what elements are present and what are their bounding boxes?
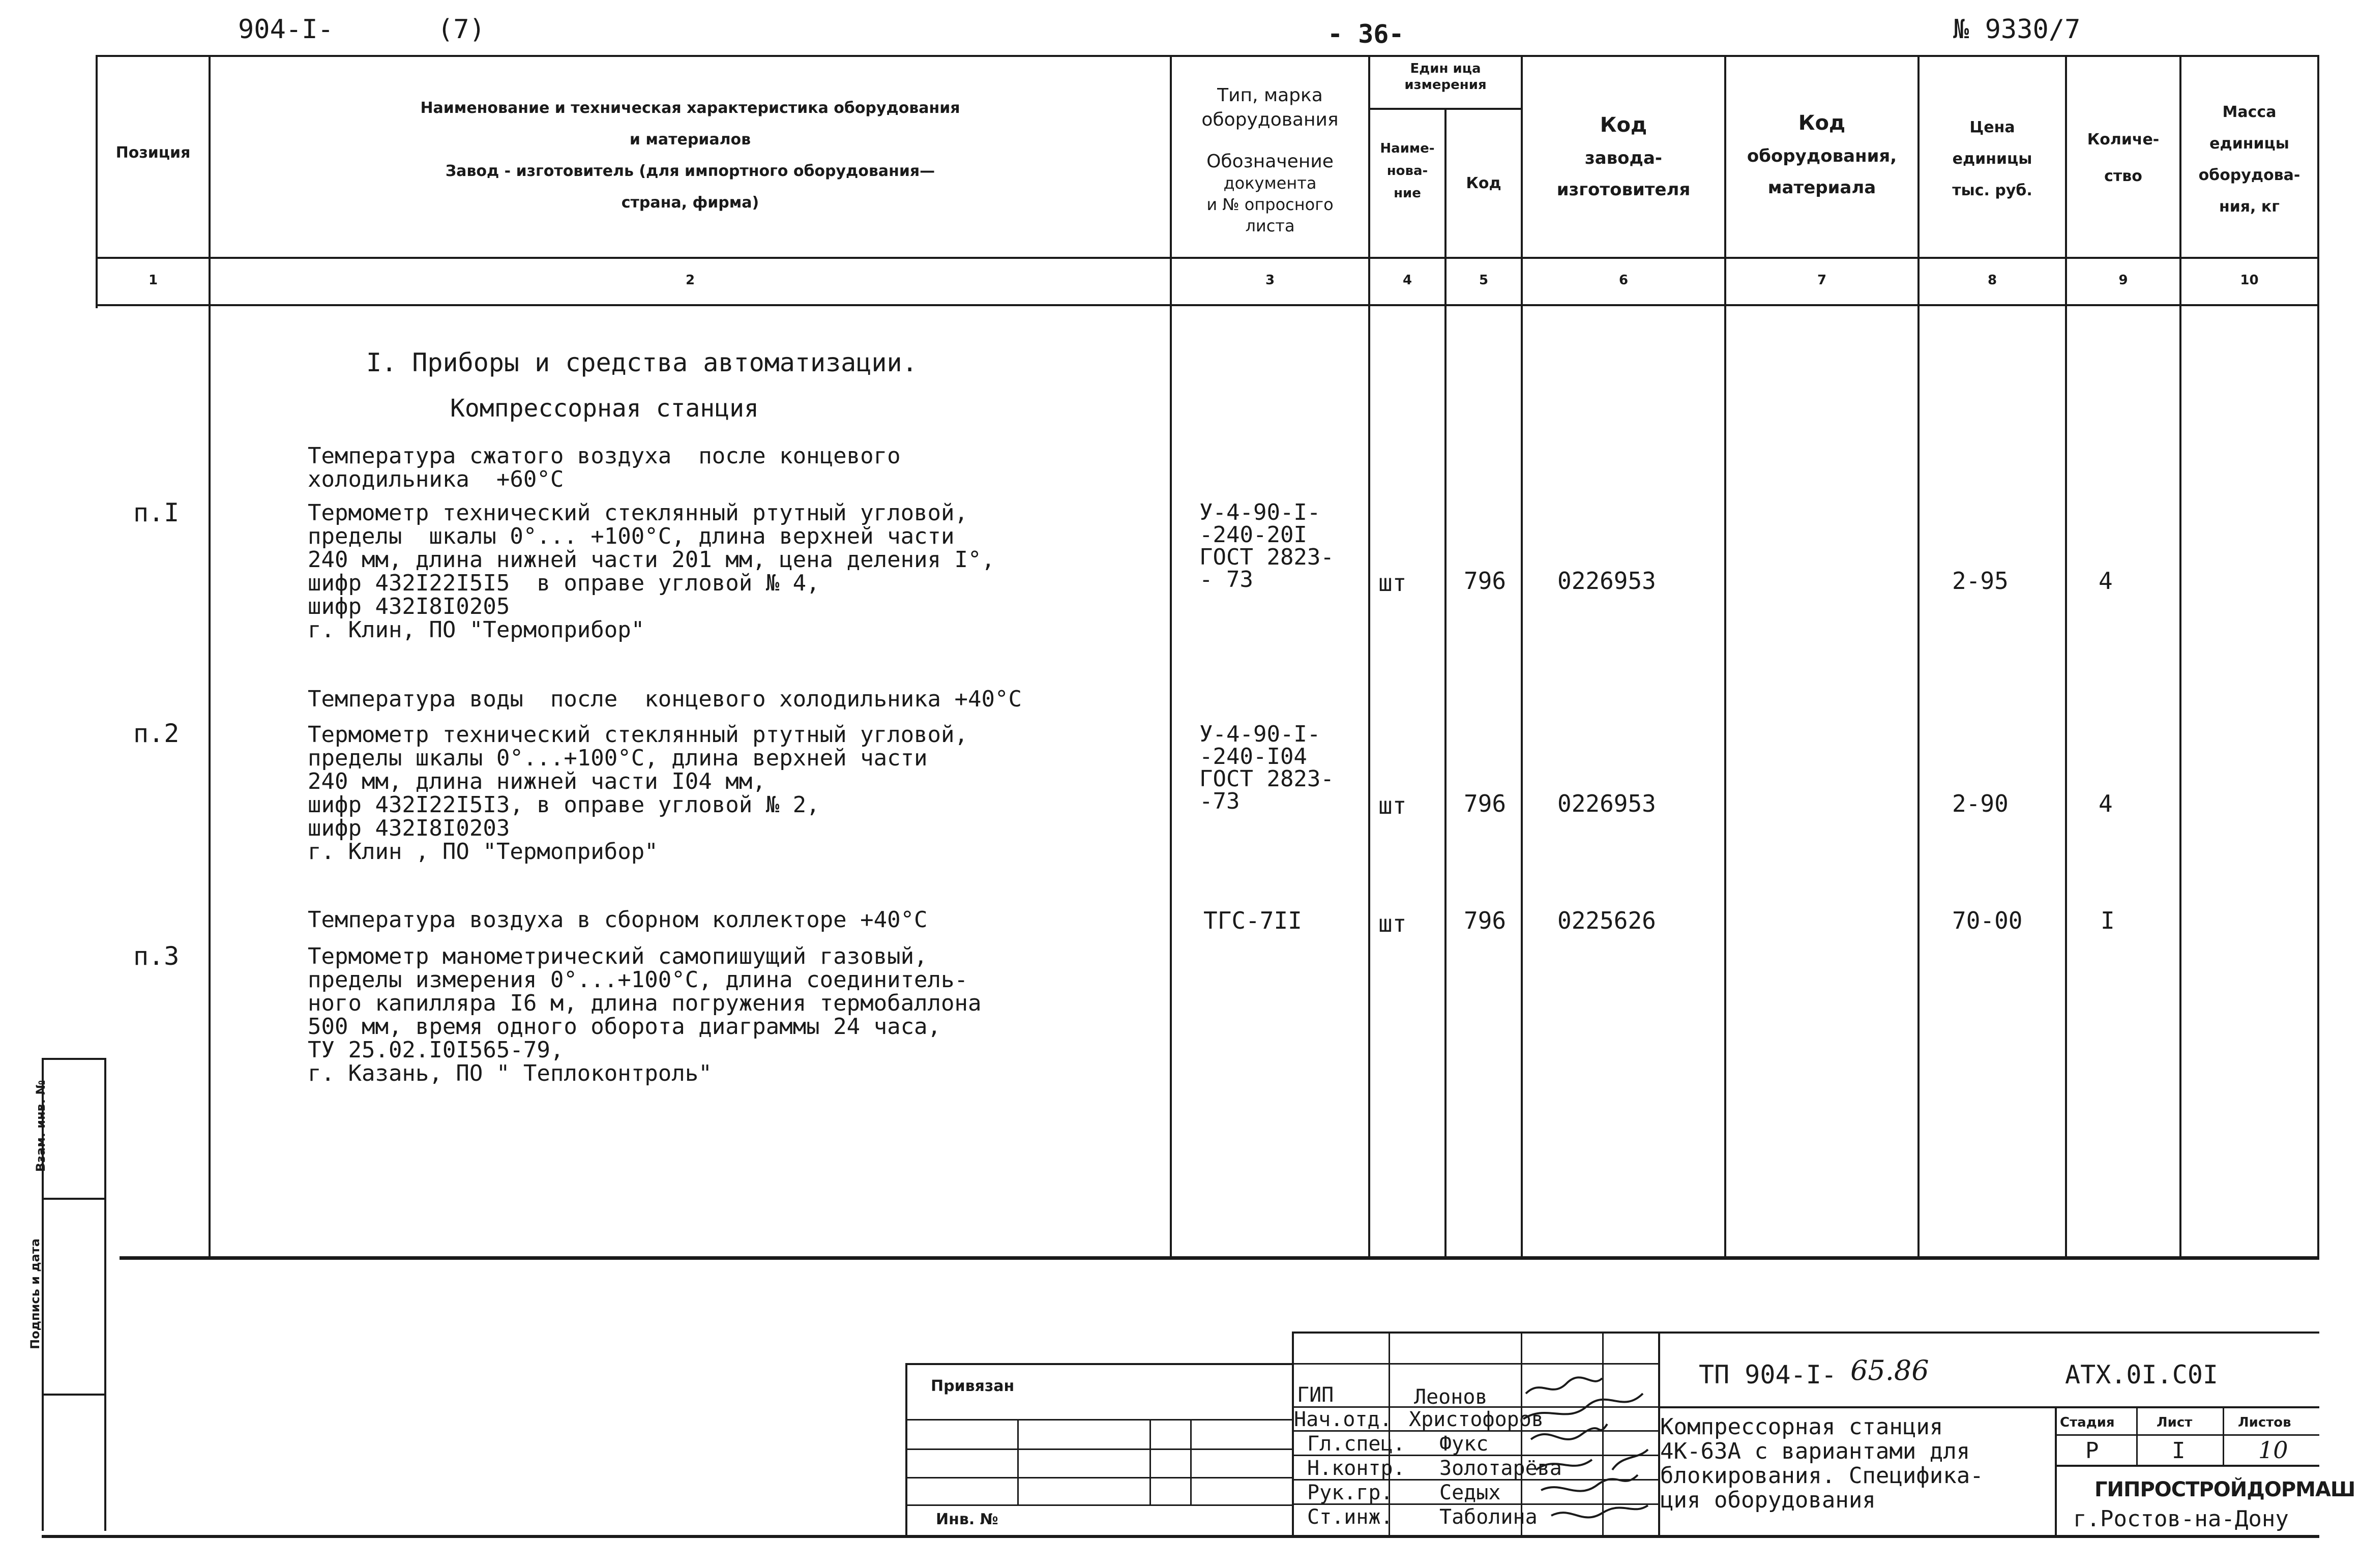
- signature-4: [1536, 1449, 1648, 1470]
- binding-block-top: [905, 1363, 1292, 1365]
- col-number-5: 5: [1479, 273, 1489, 288]
- item-3-type: ТГС-7II: [1203, 907, 1302, 934]
- binding-label: Привязан: [931, 1377, 1015, 1395]
- table-bottom-border: [120, 1256, 2319, 1260]
- binding-col-1: [1017, 1419, 1019, 1504]
- col-number-6: 6: [1618, 273, 1629, 288]
- organization-city: г.Ростов-на-Дону: [2073, 1506, 2289, 1532]
- name-fuks: Фукс: [1439, 1432, 1489, 1456]
- header-name-line-1: Наименование и техническая характеристика оборудования: [420, 99, 960, 117]
- stamp-title-divider: [1658, 1406, 2319, 1408]
- name-khristoforov: Христофоров: [1409, 1408, 1544, 1431]
- role-chief-spec: Гл.спец.: [1307, 1432, 1405, 1456]
- role-gip: ГИП: [1297, 1383, 1334, 1407]
- col-line-6: [1724, 55, 1726, 1256]
- item-1-price: 2-95: [1952, 567, 2009, 595]
- drawing-code: АТХ.0I.С0I: [2065, 1360, 2219, 1389]
- header-equipment-code-2: оборудования,: [1747, 146, 1897, 166]
- header-equipment-code-3: материала: [1767, 177, 1876, 198]
- col-line-9: [2179, 55, 2181, 1256]
- header-mass-2: единицы: [2209, 135, 2289, 153]
- project-code-handwritten: 65.86: [1850, 1354, 1929, 1386]
- header-equipment-code-1: Код: [1798, 111, 1846, 135]
- item-1-plant-code: 0226953: [1557, 567, 1656, 595]
- margin-strip-divider-1: [42, 1058, 106, 1060]
- header-name-line-4: страна, фирма): [621, 194, 759, 212]
- project-code: ТП 904-I-: [1699, 1360, 1837, 1389]
- role-norm-control: Н.контр.: [1307, 1457, 1405, 1480]
- role-senior-eng: Ст.инж.: [1307, 1505, 1393, 1529]
- inventory-label: Инв. №: [936, 1511, 998, 1528]
- header-doc-line-4: листа: [1245, 216, 1295, 235]
- number-row-bottom-border: [96, 304, 2319, 306]
- stamp-stage-divider-2: [2055, 1465, 2319, 1467]
- organization-name: ГИПРОСТРОЙДОРМАШ: [2094, 1478, 2355, 1501]
- drawing-description: Компрессорная станция 4К-63А с вариантами для блокирования. Специфика- ция оборудования: [1660, 1414, 1984, 1513]
- col-line-7: [1917, 55, 1920, 1256]
- col-line-5: [1521, 55, 1523, 1256]
- col-line-8: [2065, 55, 2067, 1256]
- header-plant-code-2: завода-: [1584, 148, 1663, 168]
- header-type-line-1: Тип, марка: [1217, 85, 1323, 106]
- page-bottom-line: [42, 1535, 2319, 1538]
- name-leonov: Леонов: [1414, 1385, 1488, 1409]
- binding-row-4: [905, 1504, 1292, 1506]
- item-1-heading: Температура сжатого воздуха после концевого холодильника +60°С: [308, 443, 901, 492]
- binding-col-2: [1149, 1419, 1151, 1504]
- col-number-1: 1: [148, 273, 158, 288]
- page-number: - 36-: [1327, 19, 1404, 49]
- item-2-price: 2-90: [1952, 790, 2009, 817]
- item-1-type: У-4-90-I- -240-20I ГОСТ 2823- - 73: [1199, 499, 1334, 593]
- stamp-top: [1292, 1332, 2319, 1334]
- sheet-label: Лист: [2157, 1415, 2193, 1430]
- header-doc-line-3: и № опросного: [1206, 195, 1334, 214]
- item-1-quantity: 4: [2099, 567, 2113, 595]
- margin-strip-divider-2: [42, 1198, 106, 1200]
- signature-6: [1551, 1505, 1648, 1518]
- role-dept-head: Нач.отд.: [1294, 1408, 1392, 1431]
- col-number-8: 8: [1987, 273, 1997, 288]
- binding-row-1: [905, 1419, 1292, 1421]
- sheet-value: I: [2172, 1438, 2186, 1464]
- header-doc-line-1: Обозначение: [1206, 151, 1334, 172]
- signature-2: [1523, 1394, 1643, 1419]
- item-3-heading: Температура воздуха в сборном коллекторе +40°С: [308, 907, 928, 933]
- document-number: № 9330/7: [1953, 14, 2081, 45]
- col-line-3: [1368, 55, 1370, 1256]
- header-position: Позиция: [115, 144, 191, 162]
- header-price-2: единицы: [1952, 150, 2032, 168]
- col-number-4: 4: [1402, 273, 1412, 288]
- col-number-2: 2: [685, 273, 695, 288]
- col-number-10: 10: [2240, 273, 2259, 288]
- item-3-description: Термометр манометрический самопишущий газовый, пределы измерения 0°...+100°С, длина соединитель- ного капилляра I6 м, длина погружения термобаллона 500 мм, время одного оборота диаграммы 24 часа, ТУ 25.02.I0I565-79, г. Казань, ПО " Теплоконтроль": [308, 943, 982, 1086]
- margin-strip-divider-3: [42, 1394, 106, 1396]
- header-unit-name-3: ние: [1394, 186, 1421, 201]
- stage-value: Р: [2085, 1438, 2099, 1464]
- signatures: [1521, 1363, 1658, 1536]
- name-zolotareva: Золотарёва: [1439, 1457, 1562, 1480]
- doc-code-sub: (7): [437, 14, 485, 45]
- margin-label-signature: Подпись и дата: [27, 1238, 42, 1349]
- item-3-price: 70-00: [1952, 907, 2023, 934]
- header-unit-group-1: Един ица: [1410, 61, 1481, 76]
- header-unit-code: Код: [1466, 174, 1501, 192]
- stamp-col-sheet: [2136, 1406, 2138, 1465]
- item-2-type: У-4-90-I- -240-I04 ГОСТ 2823- -73: [1199, 721, 1334, 814]
- header-plant-code-3: изготовителя: [1556, 180, 1691, 200]
- stamp-col-stage: [2055, 1406, 2057, 1536]
- header-doc-line-2: документа: [1223, 173, 1317, 193]
- item-1-position: п.I: [133, 498, 180, 527]
- item-3-position: п.3: [133, 941, 180, 971]
- stamp-col-sheets: [2223, 1406, 2224, 1465]
- stamp-left: [1292, 1332, 1294, 1536]
- signature-3: [1531, 1424, 1607, 1439]
- item-3-unit-code: 796: [1464, 907, 1507, 934]
- table-right-border: [2317, 55, 2319, 1256]
- name-tabolina: Таболина: [1439, 1505, 1538, 1529]
- role-group-lead: Рук.гр.: [1307, 1481, 1393, 1504]
- item-2-plant-code: 0226953: [1557, 790, 1656, 817]
- item-1-unit-name: шт: [1378, 569, 1407, 597]
- table-left-border: [96, 55, 98, 308]
- header-quantity-1: Количе-: [2087, 131, 2160, 149]
- header-price-1: Цена: [1969, 119, 2015, 136]
- item-3-plant-code: 0225626: [1557, 907, 1656, 934]
- header-unit-name-2: нова-: [1386, 163, 1428, 179]
- margin-strip-right: [104, 1058, 106, 1531]
- header-mass-1: Масса: [2222, 103, 2277, 121]
- item-2-quantity: 4: [2099, 790, 2113, 817]
- header-plant-code-1: Код: [1600, 113, 1647, 137]
- section-subtitle: Компрессорная станция: [450, 394, 759, 423]
- binding-col-3: [1190, 1419, 1192, 1504]
- margin-label-replace: Взам. инв. №: [34, 1080, 48, 1172]
- item-2-heading: Температура воды после концевого холодильника +40°С: [308, 686, 1022, 712]
- binding-row-3: [905, 1477, 1292, 1478]
- header-bottom-border: [96, 257, 2319, 259]
- header-mass-3: оборудова-: [2198, 166, 2300, 184]
- doc-code-top-left: 904-I-: [238, 14, 334, 45]
- item-1-description: Термометр технический стеклянный ртутный угловой, пределы шкалы 0°... +100°С, длина верхней части 240 мм, длина нижней части 201 мм, цена деления I°, шифр 432I22I5I5 в оправе угловой № 4, шифр 432I8I0205 г. Клин, ПО "Термоприбор": [308, 500, 995, 643]
- header-unit-name-1: Наиме-: [1380, 141, 1435, 156]
- col-number-7: 7: [1817, 273, 1827, 288]
- item-2-description: Термометр технический стеклянный ртутный угловой, пределы шкалы 0°...+100°С, длина верхней части 240 мм, длина нижней части I04 мм, шифр 432I22I5I3, в оправе угловой № 2, шифр 432I8I0203 г. Клин , ПО "Термоприбор": [308, 722, 968, 865]
- item-1-unit-code: 796: [1464, 567, 1507, 595]
- header-quantity-2: ство: [2104, 167, 2142, 185]
- header-type-line-2: оборудования: [1201, 109, 1339, 130]
- header-name-line-2: и материалов: [629, 131, 751, 149]
- signature-1: [1526, 1377, 1602, 1394]
- table-top-border: [96, 55, 2319, 57]
- header-unit-group-2: измерения: [1404, 77, 1487, 93]
- header-name-line-3: Завод - изготовитель (для импортного оборудования—: [445, 162, 935, 180]
- item-2-unit-name: шт: [1378, 792, 1407, 819]
- item-2-unit-code: 796: [1464, 790, 1507, 817]
- item-3-unit-name: шт: [1378, 910, 1407, 937]
- name-sedykh: Седых: [1439, 1481, 1501, 1504]
- col-number-3: 3: [1265, 273, 1275, 288]
- binding-row-2: [905, 1448, 1292, 1450]
- header-mass-4: ния, кг: [2219, 198, 2280, 216]
- section-title: I. Приборы и средства автоматизации.: [366, 348, 918, 377]
- sheets-label: Листов: [2238, 1415, 2291, 1430]
- item-3-quantity: I: [2101, 907, 2115, 934]
- stage-label: Стадия: [2060, 1415, 2115, 1430]
- col-line-1: [209, 55, 211, 1256]
- col-number-9: 9: [2118, 273, 2128, 288]
- sheets-value: 10: [2258, 1436, 2288, 1464]
- stamp-stage-divider: [2055, 1434, 2319, 1436]
- header-price-3: тыс. руб.: [1952, 182, 2032, 199]
- item-2-position: п.2: [133, 719, 180, 748]
- signature-5: [1541, 1475, 1638, 1491]
